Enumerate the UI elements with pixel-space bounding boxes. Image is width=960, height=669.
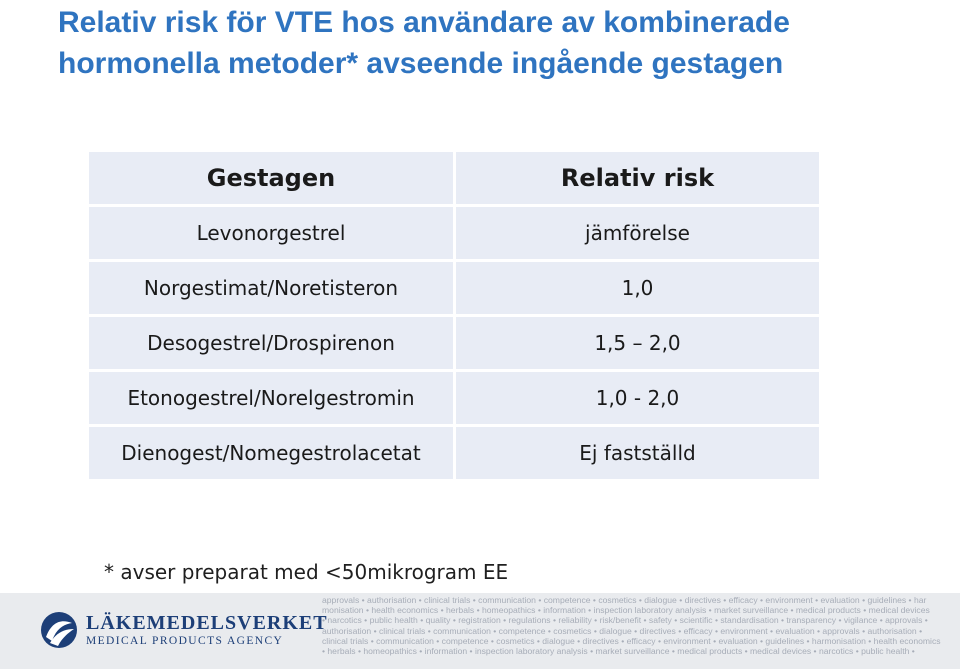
table-row — [89, 372, 819, 424]
footnote: * avser preparat med <50mikrogram EE — [104, 560, 509, 584]
watermark-line: approvals • authorisation • clinical trials • communication • competence • cosmetics • dialogue • directives • efficacy • environment • evaluation • guidelines • har — [322, 595, 927, 605]
risk-cell: jämförelse — [456, 207, 819, 259]
keyword-watermark — [322, 595, 960, 656]
footer-band — [0, 593, 960, 669]
title-line-2: hormonella metoder* avseende ingående gestagen — [58, 47, 784, 80]
gestagen-cell: Dienogest/Nomegestrolacetat — [89, 427, 453, 479]
risk-cell: Ej fastställd — [456, 427, 819, 479]
risk-cell: 1,5 – 2,0 — [456, 317, 819, 369]
logo-name: LÄKEMEDELSVERKET — [86, 612, 328, 634]
title-line-1: Relativ risk för VTE hos användare av kombinerade — [58, 6, 790, 39]
gestagen-cell: Norgestimat/Noretisteron — [89, 262, 453, 314]
risk-cell: 1,0 — [456, 262, 819, 314]
table-row — [89, 262, 819, 314]
watermark-line: • herbals • homeopathics • information • inspection laboratory analysis • market surveillance • medical products • medical devices • narcotics • public health • — [322, 646, 915, 657]
agency-logo — [40, 611, 328, 649]
slide-title — [58, 2, 948, 84]
relative-risk-table — [86, 149, 822, 482]
watermark-line: clinical trials • communication • competence • cosmetics • dialogue • directives • efficacy • environment • evaluation • guidelines • harmonisation • health economics — [322, 635, 941, 646]
header-gestagen: Gestagen — [89, 152, 453, 204]
table-row — [89, 427, 819, 479]
watermark-line: • narcotics • public health • quality • registration • regulations • reliability • risk/benefit • safety • scientific • standardisation • transparency • vigilance • approvals • — [322, 615, 928, 626]
watermark-line: authorisation • clinical trials • communication • competence • cosmetics • dialogue • directives • efficacy • environment • evaluation • approvals • authorisation • — [322, 625, 923, 636]
agency-emblem-icon — [40, 611, 78, 649]
table-row — [89, 317, 819, 369]
logo-subtitle: MEDICAL PRODUCTS AGENCY — [86, 635, 284, 647]
header-relative-risk: Relativ risk — [456, 152, 819, 204]
risk-cell: 1,0 - 2,0 — [456, 372, 819, 424]
gestagen-cell: Desogestrel/Drospirenon — [89, 317, 453, 369]
gestagen-cell: Levonorgestrel — [89, 207, 453, 259]
watermark-line: monisation • health economics • herbals • homeopathics • information • inspection laboratory analysis • market surveillance • medical products • medical devices — [322, 605, 930, 616]
table-row — [89, 207, 819, 259]
table-header-row — [89, 152, 819, 204]
gestagen-cell: Etonogestrel/Norelgestromin — [89, 372, 453, 424]
